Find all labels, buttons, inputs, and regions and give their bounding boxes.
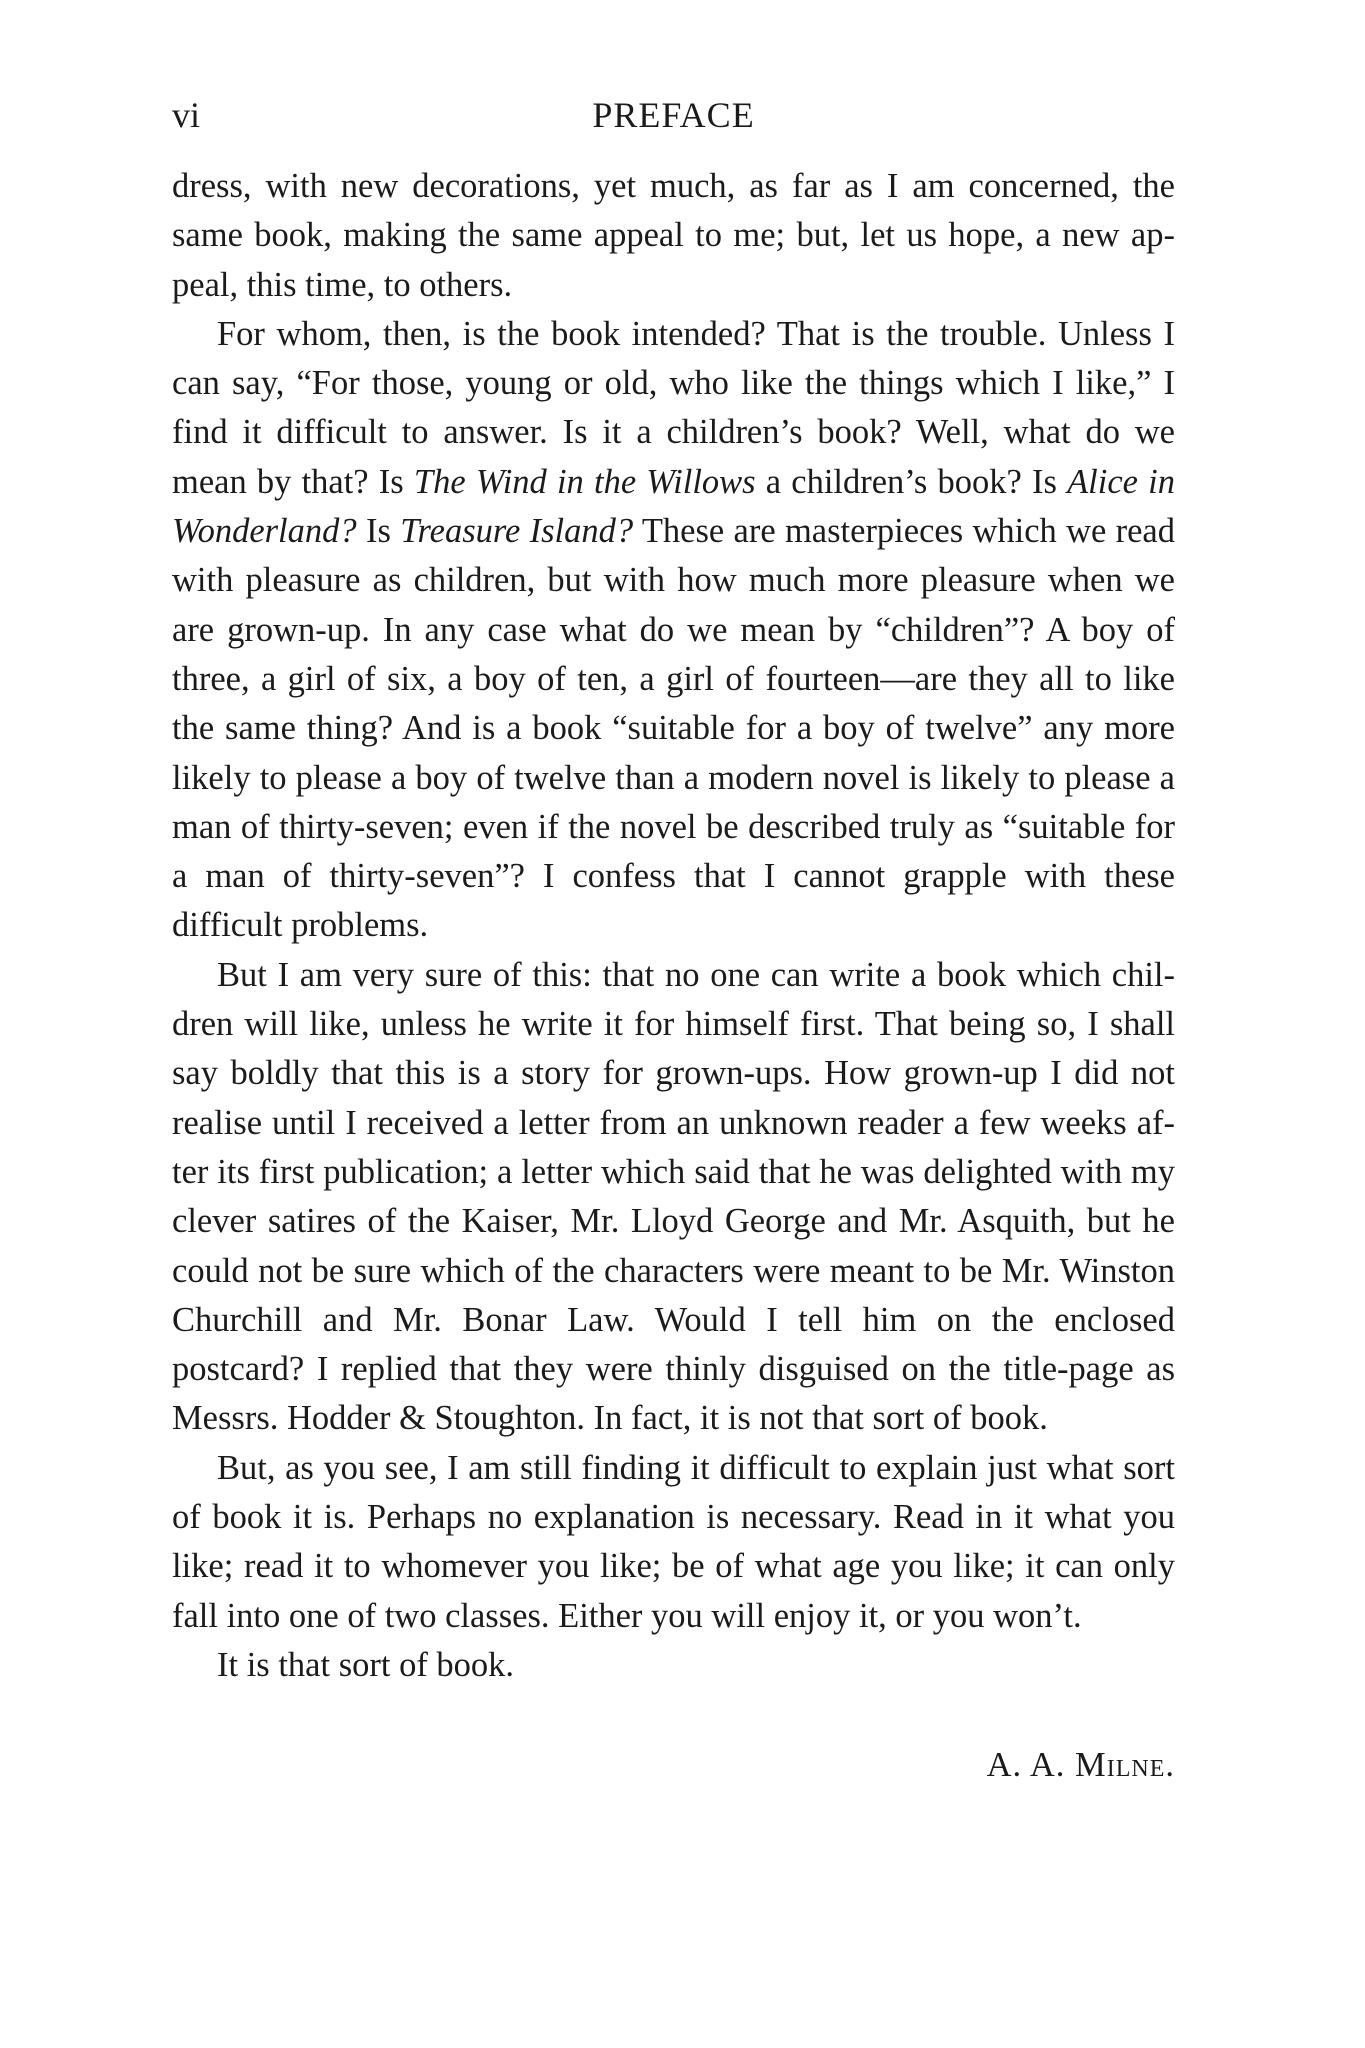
- author-initials: A. A.: [986, 1746, 1066, 1784]
- paragraph-4: But, as you see, I am still finding it difficult to explain just what sort of book it is. Perhaps no explanation is necessary. Read in it what you like; read it to whomever you like; be of what age you like; it can only fall into one of two classes. Either you will enjoy it, or you won’t.: [172, 1448, 1175, 1635]
- paragraph-2-text-c: Is: [356, 512, 401, 551]
- author-signature: [987, 1740, 1175, 1790]
- page-number: vi: [172, 95, 201, 135]
- paragraph-5: It is that sort of book.: [217, 1645, 515, 1684]
- running-head: [172, 90, 1175, 140]
- paragraph-2-text-b: a children’s book? Is: [755, 462, 1068, 501]
- title-alice-in-wonderland: Alice in Wonderland?: [172, 462, 1175, 551]
- paragraph-3: But I am very sure of this: that no one can write a book which children will like, unless he write it for himself first. That being so, I shall say boldly that this is a story for grown-ups. How grown-up I did not realise until I received a letter from an unknown reader a few weeks after its first publication; a letter which said that he was delighted with my clever satires of the Kaiser, Mr. Lloyd George and Mr. Asquith, but he could not be sure which of the characters were meant to be Mr. Winston Churchill and Mr. Bonar Law. Would I tell him on the enclosed postcard? I replied that they were thinly disguised on the title-page as Messrs. Hodder & Stoughton. In fact, it is not that sort of book.: [172, 955, 1175, 1438]
- chapter-title: PREFACE: [592, 95, 755, 135]
- paragraph-2-text-a: For whom, then, is the book intended? That is the trouble. Unless I can say, “For those, young or old, who like the things which I like,” I find it difficult to answer. Is it a children’s book? Well, what do we mean by that? Is: [172, 314, 1175, 501]
- author-surname: Milne.: [1075, 1746, 1175, 1784]
- paragraph-2: [172, 310, 1175, 951]
- title-wind-in-the-willows: The Wind in the Willows: [413, 462, 756, 501]
- paragraph-2-text-d: These are masterpieces which we read with pleasure as children, but with how much more pleasure when we are grown-up. In any case what do we mean by “children”? A boy of three, a girl of six, a boy of ten, a girl of fourteen—are they all to like the same thing? And is a book “suitable for a boy of twelve” any more likely to please a boy of twelve than a modern novel is likely to please a man of thirty-seven; even if the novel be described truly as “suitable for a man of thirty-seven”? I confess that I cannot grapple with these difficult problems.: [172, 512, 1175, 945]
- preface-text: [172, 162, 1175, 1690]
- paragraph-1: dress, with new decorations, yet much, as far as I am concerned, the same book, making the same appeal to me; but, let us hope, a new appeal, this time, to others.: [172, 167, 1175, 304]
- title-treasure-island: Treasure Island?: [400, 512, 634, 551]
